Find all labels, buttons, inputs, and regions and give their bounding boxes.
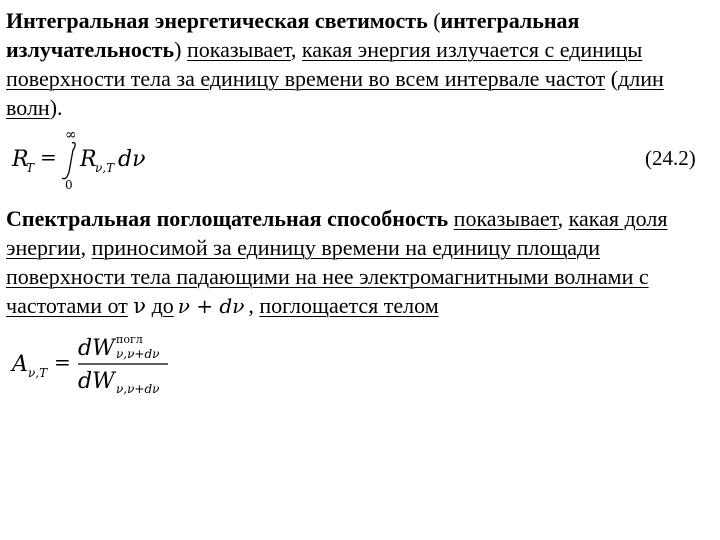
term-absorptivity: Спектральная поглощательная способность [6,206,449,231]
text-energy-emitted: какая энергия излучается с единицы поверхности тела за единицу времени во всем интервале частот [6,37,643,91]
eq2-num-dw: dW [78,336,115,361]
text-energy-fraction: какая доля энергии [6,206,668,260]
eq2-equals: = [54,350,71,374]
integral-sign [62,143,75,179]
eq2-den-sub: ν,ν+dν [116,382,160,396]
word-shows: показывает [186,37,291,62]
text-incident-waves: приносимой за единицу времени на единицу площади поверхности тела падающими на нее электромагнитными волнами с частотами от [6,235,649,318]
equation-integral-luminosity [10,128,170,190]
symbol-nu: ν [133,294,147,318]
text-absorbed: поглощается телом [259,293,439,318]
text-wavelengths: длин волн [6,66,664,120]
eq1-differential: dν [118,147,146,172]
eq1-integrand-sub: ν,T [95,161,115,175]
equation-absorptivity [10,333,190,399]
eq2-lhs-a: A [12,352,28,377]
eq1-lhs-sub: T [26,161,35,175]
open-paren-2: ( [605,66,619,91]
eq2-num-sup: погл [116,333,143,346]
comma-2: , [557,206,569,231]
term-integral-emissivity: интегральная излучательность [6,8,580,62]
term-integral-luminosity: Интегральная энергетическая светимость [6,8,428,33]
comma: , [290,37,302,62]
formula-nu-plus-dnu: ν + dν [177,294,245,318]
word-to: до [151,293,174,318]
eq1-lhs-r: R [12,147,29,172]
definition-absorptivity [6,204,714,321]
eq1-upper-limit: ∞ [65,128,77,143]
comma-4: , [248,293,260,318]
eq1-equals: = [40,145,57,169]
close-paren: ) [174,37,187,62]
eq1-lower-limit: 0 [65,178,73,190]
definition-integral-luminosity [6,6,714,122]
equation-number: (24.2) [645,146,696,170]
open-paren: ( [427,8,441,33]
eq1-integrand-r: R [80,147,97,172]
eq2-num-sub: ν,ν+dν [116,347,160,361]
word-shows-2: показывает [453,206,558,231]
eq2-lhs-sub: ν,T [28,366,48,380]
comma-3: , [80,235,92,260]
closing-punct: ). [49,95,63,120]
eq2-den-dw: dW [78,369,115,394]
